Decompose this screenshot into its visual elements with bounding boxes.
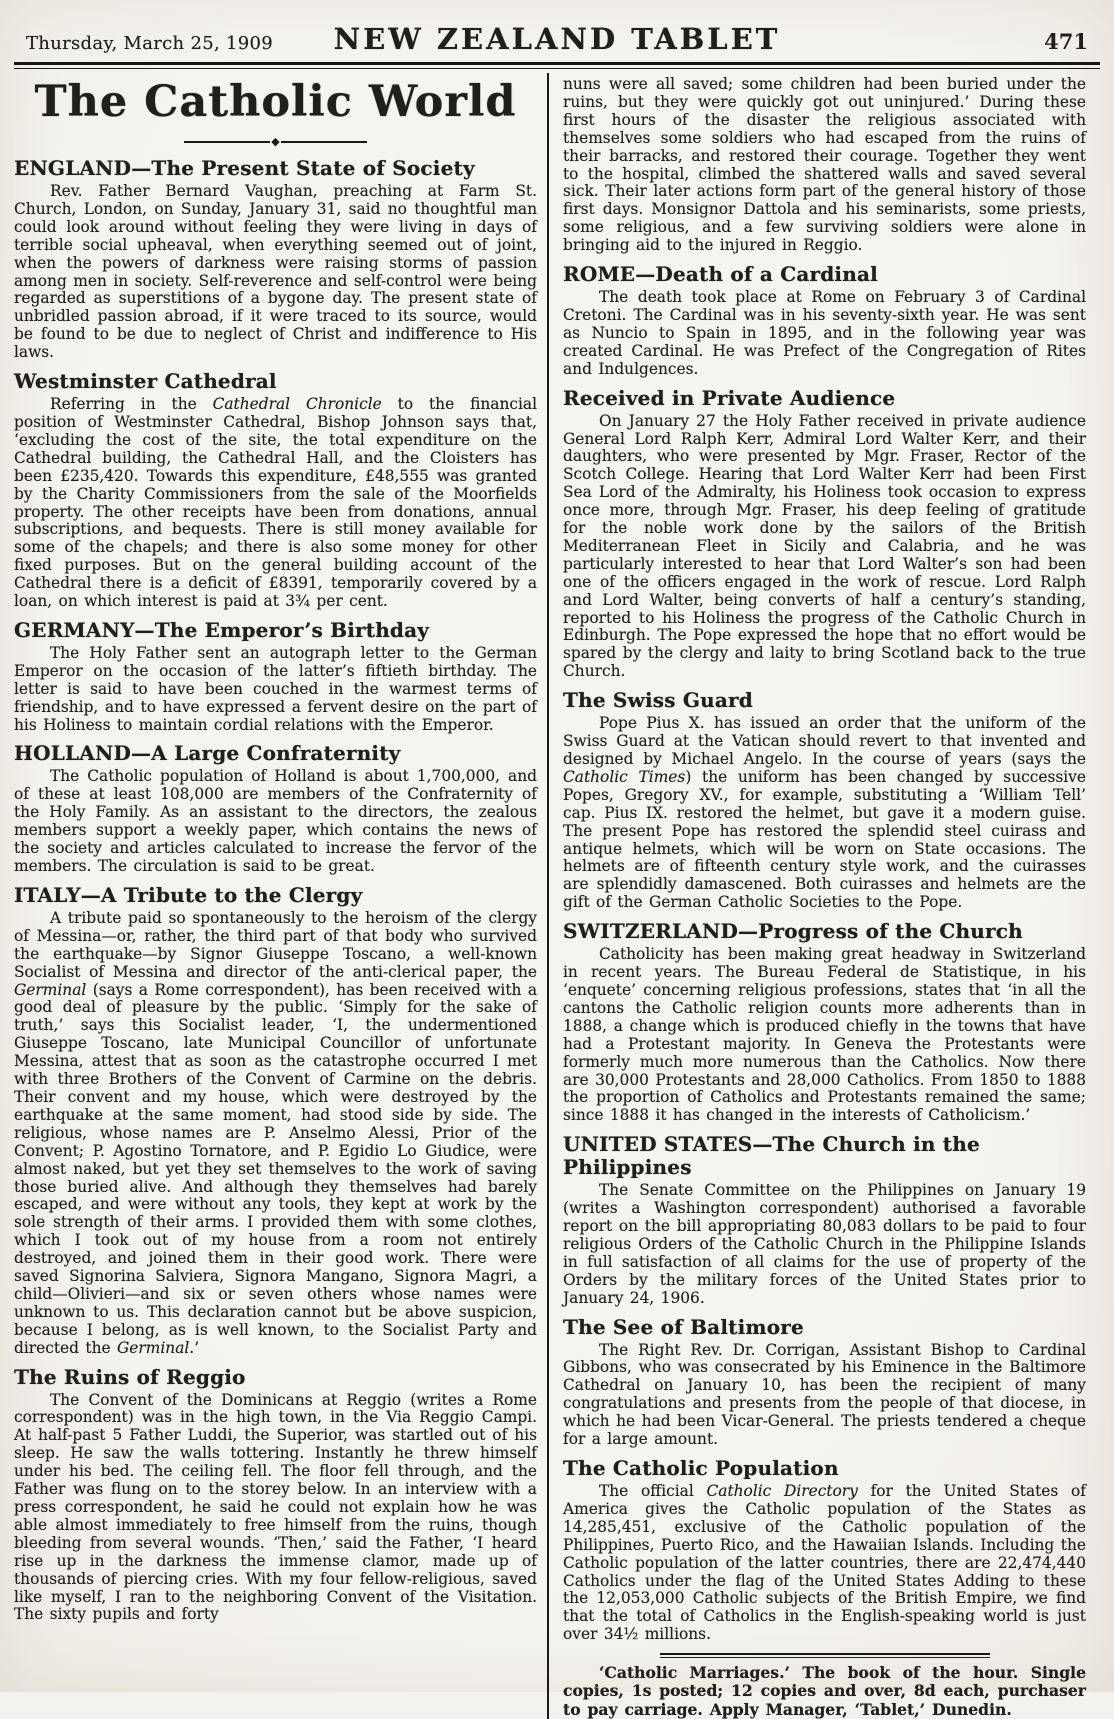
section-heading: HOLLAND—A Large Confraternity [14, 741, 401, 766]
section-heading: The Ruins of Reggio [14, 1364, 246, 1389]
section-heading: The Catholic Population [563, 1456, 839, 1480]
article-section [14, 619, 537, 735]
article-section [563, 1133, 1086, 1307]
diamond-ornament-icon: ◆ [271, 135, 280, 148]
article-section [14, 884, 537, 1358]
page-header [14, 14, 1100, 62]
article-section [563, 920, 1086, 1125]
section-paragraph: Referring in the Cathedral Chronicle to the financial position of Westminster Cathedral, Bishop Johnson says that, ‘excluding the cost of the site, the total expenditure on the Cathedral building, the Cathedral Hall, and the Cloisters has been £235,420. Towards this expenditure, £48,555 was granted by the Charity Commissioners from the sale of the Moorfields property. The other receipts have been from donations, annual subscriptions, and bequests. There is still money available for some of the chapels; and there is also some money for other fixed purposes. But on the general building account of the Cathedral there is a deficit of £8391, temporarily covered by a loan, on which interest is paid at 3¾ per cent. [14, 395, 537, 611]
section-heading: SWITZERLAND—Progress of the Church [563, 919, 1023, 944]
section-heading: ENGLAND—The Present State of Society [14, 156, 475, 180]
article-section [563, 387, 1086, 682]
right-column [549, 71, 1086, 1719]
ornament-line-left [184, 141, 270, 143]
section-paragraph: On January 27 the Holy Father received in private audience General Lord Ralph Kerr, Admiral Lord Walter Kerr, and their daughters, who were presented by Mgr. Fraser, Rector of the Scotch College. Hearing that Lord Walter Kerr had been First Sea Lord of the Admiralty, his Holiness took occasion to express once more, through Mgr. Fraser, his deep feeling of gratitude for the noble work done by the sailors of the British Mediterranean Fleet in Sicily and Calabria, and he was particularly interested to hear that Lord Walter’s son had been one of the officers engaged in the work of rescue. Lord Ralph and Lord Walter, being converts of half a century’s standing, reported to his Holiness the progress of the Catholic Church in Edinburgh. The Pope expressed the hope that no effort would be spared by the clergy and laity to bring Scotland back to the true Church. [563, 411, 1086, 681]
page-columns [14, 71, 1100, 1719]
section-heading: ITALY—A Tribute to the Clergy [14, 882, 363, 907]
header-rule [14, 62, 1100, 69]
article-section [14, 370, 537, 611]
advertisement-text: ‘Catholic Marriages.’ The book of the hour. Single copies, 1s posted; 12 copies and over, 8d each, purchaser to pay carriage. Apply Manager, ‘Tablet,’ Dunedin. [563, 1663, 1086, 1719]
section-heading: The See of Baltimore [563, 1314, 804, 1339]
article-section [563, 1457, 1086, 1644]
article-section [563, 1316, 1086, 1449]
section-paragraph: The Convent of the Dominicans at Reggio (writes a Rome correspondent) was in the high town, in the Via Reggio Campi. At half-past 5 Father Luddi, the Superior, was startled out of his sleep. He saw the walls tottering. Instantly he threw himself under his bed. The ceiling fell. The floor fell through, and the Father was flung on to the storey below. In an interview with a press correspondent, he said he could not explain how he was able almost immediately to free himself from the ruins, though bleeding from several wounds. ‘Then,’ said the Father, ‘I heard rise up in the darkness the immense clamor, made up of thousands of piercing cries. With my four fellow-religious, saved like myself, I ran to the neighboring Convent of the Visitation. The sixty pupils and forty [14, 1390, 537, 1624]
section-heading: ROME—Death of a Cardinal [563, 262, 878, 287]
article-section [563, 263, 1086, 379]
section-paragraph: The Senate Committee on the Philippines on January 19 (writes a Washington correspondent) authorised a favorable report on the bill appropriating 80,083 dollars to be paid to four religious Orders of the Catholic Church in the Philippine Islands in full satisfaction of all claims for the use of property of the Orders by the military forces of the United States prior to January 24, 1906. [563, 1181, 1086, 1307]
section-paragraph: Pope Pius X. has issued an order that the uniform of the Swiss Guard at the Vatican should revert to that invented and designed by Michael Angelo. In the course of years (says the Catholic Times) the uniform has been changed by successive Popes, Gregory XV., for example, substituting a ‘William Tell’ cap. Pius IX. restored the helmet, but gave it a modern guise. The present Pope has restored the splendid steel cuirass and antique helmets, which will be worn on State occasions. The helmets are of fifteenth century style work, and the cuirasses are splendidly damascened. Both cuirasses and helmets are the gift of the German Catholic Societies to the Pope. [563, 714, 1086, 912]
header-date: Thursday, March 25, 1909 [26, 33, 274, 54]
advert-divider-rule [660, 1653, 990, 1658]
section-paragraph: The Right Rev. Dr. Corrigan, Assistant Bishop to Cardinal Gibbons, who was consecrated by his Eminence in the Baltimore Cathedral on January 10, has been the recipient of many congratulations and presents from the people of that diocese, in which he had been Vicar-General. The priests tendered a cheque for a large amount. [563, 1340, 1086, 1449]
masthead-title: NEW ZEALAND TABLET [333, 22, 781, 56]
section-paragraph: Rev. Father Bernard Vaughan, preaching at Farm St. Church, London, on Sunday, January 31, said no thoughtful man could look around without feeling they were living in days of terrible social upheaval, when everything seemed out of joint, when the powers of darkness were raising storms of passion among men in society. Self-reverence and self-control were being regarded as superstitions of a bygone day. The present state of unbridled passion abroad, if it were traced to its source, would be found to be due to neglect of Christ and indifference to His laws. [14, 182, 537, 362]
article-title: The Catholic World [34, 77, 517, 127]
title-ornament-rule [14, 136, 537, 147]
section-paragraph: The Catholic population of Holland is about 1,700,000, and of these at least 108,000 are members of the Confraternity of the Holy Family. As an assistant to the directors, the zealous members support a weekly paper, which contains the news of the society and articles calculated to increase the fervor of the members. The circulation is said to be great. [14, 767, 537, 875]
section-paragraph: The official Catholic Directory for the United States of America gives the Catholic population of the States as 14,285,451, exclusive of the Catholic population of the Philippines, Puerto Rico, and the Hawaiian Islands. Including the Catholic population of the latter countries, there are 22,474,440 Catholics under the flag of the United States Adding to these the 12,053,000 Catholic subjects of the British Empire, we find that the total of Catholics in the English-speaking world is just over 34½ millions. [563, 1482, 1086, 1644]
section-heading: The Swiss Guard [563, 688, 753, 713]
section-paragraph: The death took place at Rome on February 3 of Cardinal Cretoni. The Cardinal was in his seventy-sixth year. He was sent as Nuncio to Spain in 1895, and in the following year was created Cardinal. He was Prefect of the Congregation of Rites and Indulgences. [563, 288, 1086, 378]
page-number: 471 [1044, 29, 1088, 54]
section-heading: Received in Private Audience [563, 385, 896, 410]
continuation-paragraph: nuns were all saved; some children had been buried under the ruins, but they were quickly got out uninjured.’ During these first hours of the disaster the religious associated with themselves some soldiers who had escaped from the ruins of their barracks, and restored their courage. Together they went to the hospital, climbed the shattered walls and saved several sick. Their later actions form part of the general history of those first days. Monsignor Dattola and his seminarists, some priests, some religious, and a few surviving soldiers were alone in bringing aid to the injured in Reggio. [563, 75, 1086, 255]
article-section [14, 157, 537, 362]
section-heading: UNITED STATES—The Church in the Philippines [563, 1132, 980, 1180]
left-column [14, 71, 547, 1719]
section-heading: Westminster Cathedral [14, 369, 277, 394]
article-section [14, 1366, 537, 1625]
article-section [563, 689, 1086, 912]
section-paragraph: A tribute paid so spontaneously to the heroism of the clergy of Messina—or, rather, the third part of that body who survived the earthquake—by Signor Giuseppe Toscano, a well-known Socialist of Messina and director of the anti-clerical paper, the Germinal (says a Rome correspondent), has been received with a good deal of pleasure by the public. ‘Simply for the sake of truth,’ says this Socialist leader, ‘I, the undermentioned Giuseppe Toscano, late Municipal Councillor of unfortunate Messina, attest that as soon as the catastrophe occurred I met with three Brothers of the Convent of Carmine on the debris. Their convent and my house, which were destroyed by the earthquake at the same moment, had stood side by side. The religious, whose names are P. Anselmo Alessi, Prior of the Convent; P. Agostino Tornatore, and P. Egidio Lo Giudice, were almost naked, but yet they set themselves to the work of saving those buried alive. And although they themselves had barely escaped, and were without any tools, they kept at work by the sole strength of their arms. I provided them with some clothes, which I took out of my house from a room not entirely destroyed, and joined them in their good work. There were saved Signorina Salviera, Signora Mangano, Signora Magri, a child—Olivieri—and six or seven others whose names were unknown to us. This declaration cannot but be above suspicion, because I belong, as is well known, to the Socialist Party and directed the Germinal.’ [14, 908, 537, 1357]
section-heading: GERMANY—The Emperor’s Birthday [14, 617, 430, 642]
section-paragraph: Catholicity has been making great headway in Switzerland in recent years. The Bureau Federal de Statistique, in his ‘enquete’ concerning religious professions, states that ‘in all the cantons the Catholic religion counts more adherents than in 1888, a change which is produced chiefly in the towns that have had a Protestant majority. In Geneva the Protestants were formerly much more numerous than the Catholics. Now there are 30,000 Protestants and 28,000 Catholics. From 1850 to 1888 the proportion of Catholics and Protestants remained the same; since 1888 it has changed in the interests of Catholicism.’ [563, 945, 1086, 1125]
section-paragraph: The Holy Father sent an autograph letter to the German Emperor on the occasion of the latter’s fiftieth birthday. The letter is said to have been couched in the warmest terms of friendship, and to have expressed a fervent desire on the part of his Holiness to maintain cordial relations with the Emperor. [14, 643, 537, 734]
article-section [14, 742, 537, 875]
ornament-line-right [281, 141, 367, 143]
